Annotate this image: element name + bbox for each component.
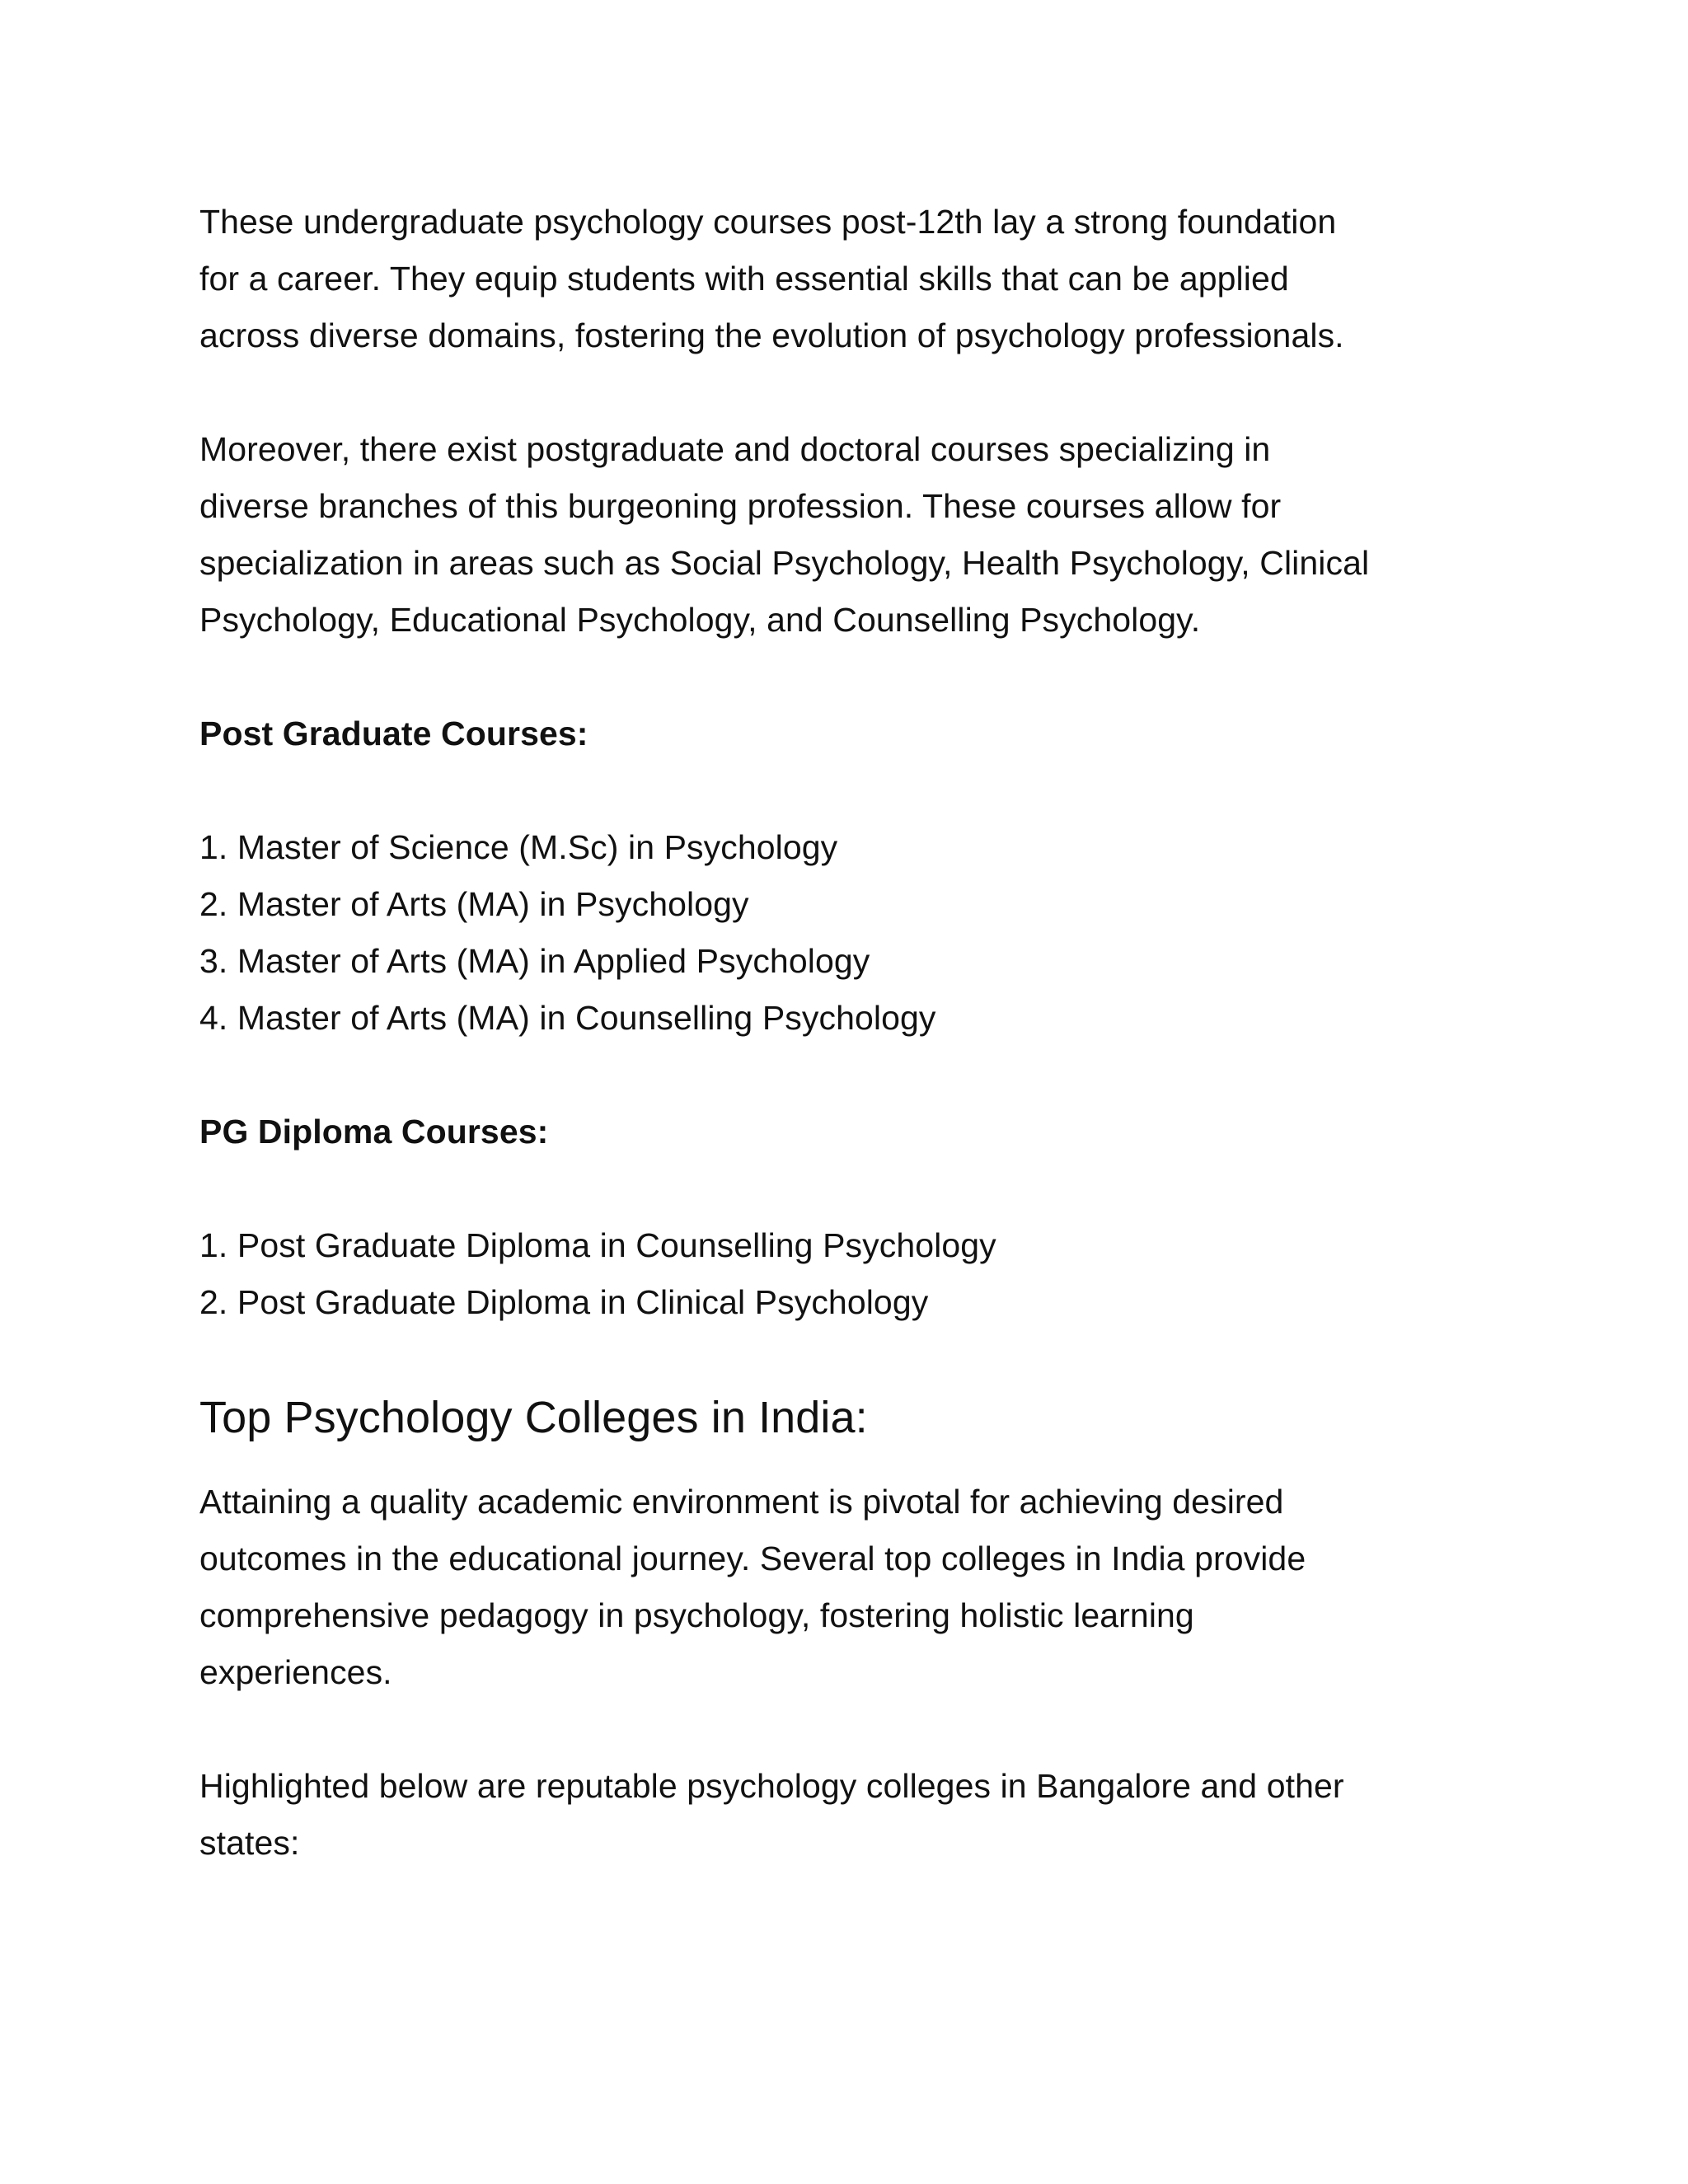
list-item: 1. Post Graduate Diploma in Counselling Psychology	[199, 1226, 996, 1264]
text-line: experiences.	[199, 1653, 392, 1691]
list-item: 2. Master of Arts (MA) in Psychology	[199, 885, 749, 923]
list-item: 3. Master of Arts (MA) in Applied Psychology	[199, 942, 870, 980]
text-line: outcomes in the educational journey. Several top colleges in India provide	[199, 1540, 1306, 1577]
text-line: for a career. They equip students with essential skills that can be applied	[199, 260, 1289, 298]
text-line: These undergraduate psychology courses post-12th lay a strong foundation	[199, 203, 1337, 241]
text-line: states:	[199, 1824, 300, 1862]
text-line: diverse branches of this burgeoning profession. These courses allow for	[199, 487, 1282, 525]
text-line: Psychology, Educational Psychology, and Counselling Psychology.	[199, 601, 1201, 639]
text-line: Highlighted below are reputable psychology colleges in Bangalore and other	[199, 1767, 1344, 1805]
text-line: across diverse domains, fostering the evolution of psychology professionals.	[199, 316, 1344, 354]
text-line: specialization in areas such as Social Psychology, Health Psychology, Clinical	[199, 544, 1370, 582]
pg-diploma-heading: PG Diploma Courses:	[199, 1113, 549, 1151]
text-line: Moreover, there exist postgraduate and doctoral courses specializing in	[199, 430, 1271, 468]
section-heading: Top Psychology Colleges in India:	[199, 1393, 868, 1442]
list-item: 1. Master of Science (M.Sc) in Psychology	[199, 828, 838, 866]
text-line: comprehensive pedagogy in psychology, fostering holistic learning	[199, 1596, 1194, 1634]
list-item: 2. Post Graduate Diploma in Clinical Psychology	[199, 1283, 929, 1321]
pg-courses-heading: Post Graduate Courses:	[199, 715, 588, 752]
text-line: Attaining a quality academic environment is pivotal for achieving desired	[199, 1483, 1284, 1521]
list-item: 4. Master of Arts (MA) in Counselling Psychology	[199, 999, 936, 1037]
